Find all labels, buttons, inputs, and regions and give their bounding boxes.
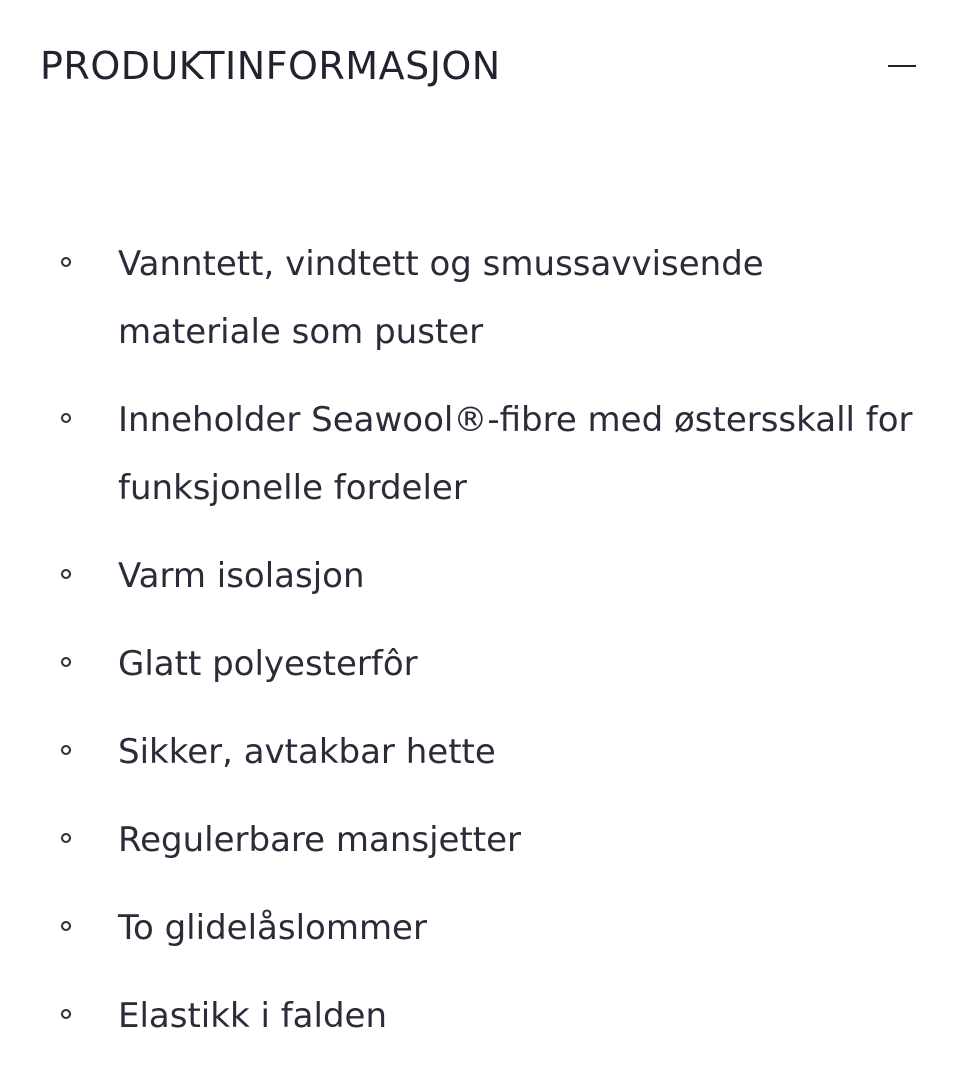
- feature-text: Regulerbare mansjetter: [118, 820, 522, 860]
- feature-text: Varm isolasjon: [118, 556, 365, 596]
- bullet-circle-icon: [61, 413, 71, 423]
- feature-text: Sikker, avtakbar hette: [118, 732, 496, 772]
- minus-icon[interactable]: [888, 52, 916, 80]
- feature-text: Inneholder Seawool®-fibre med østersskall for funksjonelle fordeler: [118, 400, 913, 508]
- bullet-circle-icon: [61, 921, 71, 931]
- feature-text: Vanntett, vindtett og smussavvisende materiale som puster: [118, 244, 764, 352]
- bullet-circle-icon: [61, 745, 71, 755]
- product-info-accordion-header[interactable]: [40, 36, 920, 96]
- list-item: [0, 894, 960, 962]
- bullet-circle-icon: [61, 1009, 71, 1019]
- bullet-circle-icon: [61, 657, 71, 667]
- list-item: [0, 982, 960, 1050]
- list-item: [0, 230, 960, 366]
- feature-text: Glatt polyesterfôr: [118, 644, 418, 684]
- accordion-title: PRODUKTINFORMASJON: [40, 44, 501, 88]
- feature-list: [0, 230, 960, 1070]
- list-item: [0, 542, 960, 610]
- feature-text: Elastikk i falden: [118, 996, 387, 1036]
- list-item: [0, 806, 960, 874]
- bullet-circle-icon: [61, 833, 71, 843]
- list-item: [0, 718, 960, 786]
- bullet-circle-icon: [61, 569, 71, 579]
- list-item: [0, 386, 960, 522]
- feature-text: To glidelåslommer: [118, 908, 427, 948]
- list-item: [0, 630, 960, 698]
- bullet-circle-icon: [61, 257, 71, 267]
